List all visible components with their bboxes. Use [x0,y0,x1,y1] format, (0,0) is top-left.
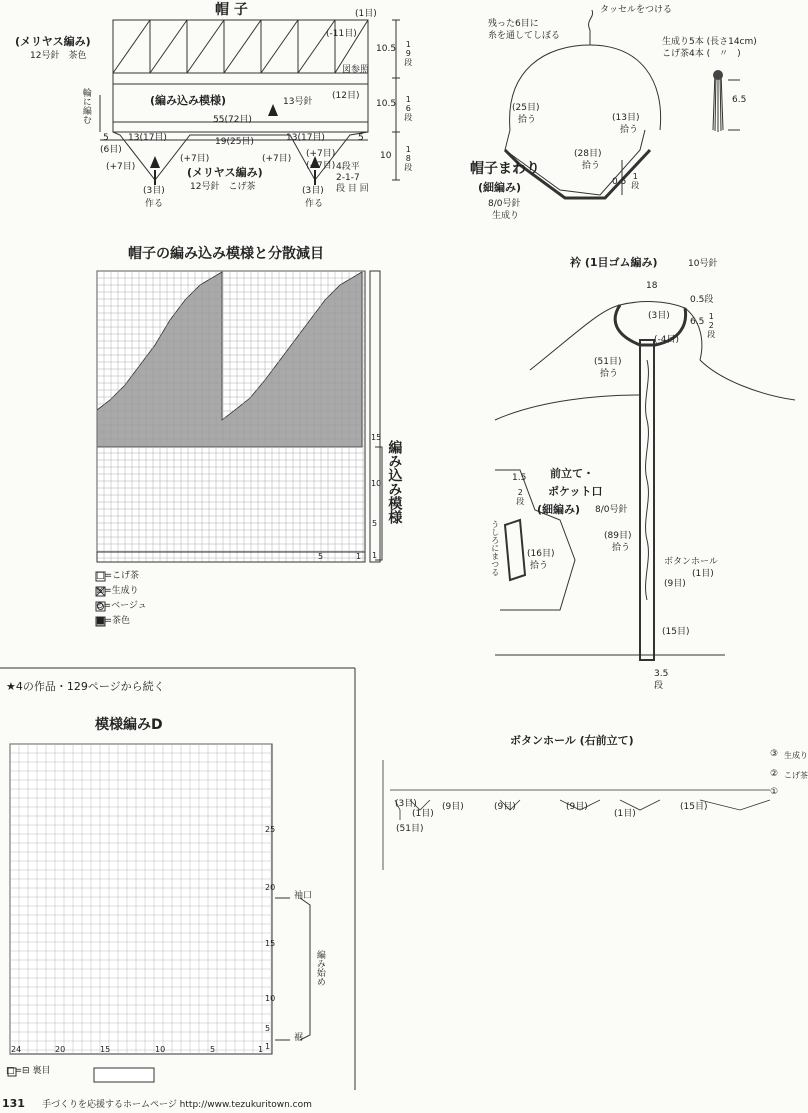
footer-site: 手づくりを応援するホームページ http://www.tezukuritown.com [42,1100,312,1110]
st3b-label: (3目) [302,186,324,196]
plus7e-label: (+7目) [306,161,336,171]
needle13-label: 13号針 [283,97,313,107]
pattern-d-grid [10,744,272,1054]
g15-label: (15目) [662,627,690,637]
bh-g1a: (1目) [412,809,434,819]
section-header: ★4の作品・129ページから続く [6,680,165,693]
chart1-r1: 1 [372,551,378,560]
band-title-2: ポケット口 [548,485,603,498]
hem-label: 裾 [294,1033,304,1043]
bh-label: ボタンホール [664,557,718,567]
h105b-label: 10.5 [376,99,397,109]
st3a-label: (3目) [143,186,165,196]
pick16-b-label: 拾う [530,561,549,571]
collar-rows12: 12段 [706,312,716,338]
w35-b-label: 段 [654,681,664,691]
collar-needle: 10号針 [688,259,718,269]
chart1-c5: 5 [318,552,324,561]
collar-st3: (3目) [648,311,670,321]
r12-label: (12目) [332,91,360,101]
tassel-spec-1: 生成り5本 (長さ14cm) [662,37,757,47]
rows16-label: 16段 [403,95,413,121]
bh-c2: ② [770,769,779,779]
pick89-b-label: 拾う [612,543,631,553]
pd-r1: 1 [265,1042,271,1051]
s19-label: 19(25目) [215,137,254,147]
pd-c20: 20 [55,1045,66,1054]
collar-title: 衿 (1目ゴム編み) [570,256,658,269]
band-needle: 8/0号針 [595,505,628,515]
legend-dark-brown: □=こげ茶 [96,571,140,581]
bh-g15: (15目) [680,802,708,812]
collar-w18: 18 [646,281,658,291]
pd-r5: 5 [265,1024,271,1033]
rows19-label: 19段 [403,40,413,66]
pd-r15: 15 [265,939,276,948]
chart1-side-label: 編み込み模様 [386,440,403,524]
chart1-r15: 15 [371,433,382,442]
minus11-label: (-11目) [326,29,357,39]
band-title-3: (細編み) [537,503,581,516]
plus7d-label: (+7目) [306,149,336,159]
pd-c10: 10 [155,1045,166,1054]
pd-c15: 15 [100,1045,111,1054]
g9-label: (9目) [664,579,686,589]
rows1-label: 1段 [630,172,640,189]
bh-g51: (51目) [396,824,424,834]
pick28-label: (28目) [574,149,602,159]
edge-title-1: 帽子まわり [470,161,540,177]
edge-title-2: (細編み) [478,181,522,194]
pick13-label: (13目) [612,113,640,123]
edge-color: 生成り [492,211,520,221]
pick89-label: (89目) [604,531,632,541]
make-b-label: 作る [305,199,324,209]
pick16-label: (16目) [527,549,555,559]
pd-c24: 24 [11,1045,22,1054]
plus7b-label: (+7目) [180,154,210,164]
pd-r10: 10 [265,994,276,1003]
pd-c1: 1 [258,1045,264,1054]
inc-rule-2: 2-1-7 [336,173,360,183]
legend-brown: ■=茶色 [96,616,131,626]
collar-pick51: (51目) [594,357,622,367]
inc-rule-3: 段 目 回 [336,184,369,194]
tassel-length: 6.5 [732,95,747,105]
hat-title: 帽 子 [215,2,248,18]
chart1-c1: 1 [356,552,362,561]
bottom-needle-label: 12号針 こげ茶 [190,182,256,192]
pick13-b-label: 拾う [620,125,639,135]
pd-r25: 25 [265,825,276,834]
bh-st-label: (1目) [692,569,714,579]
pd-c5: 5 [210,1045,216,1054]
see-figure-label: 図参照 [342,65,370,75]
h10-label: 10 [380,151,392,161]
collar-pick51-b: 拾う [600,369,619,379]
r6-label: (6目) [100,145,122,155]
legend-natural: ☒=生成り [96,586,139,596]
inc-rule-1: 4段平 [336,162,360,172]
pick25-b-label: 拾う [518,115,537,125]
bh-natural: 生成り [784,751,808,760]
bh-dark: こげ茶 [784,771,808,780]
pick25-label: (25目) [512,103,540,113]
stockinette-needle: 12号針 茶色 [30,51,87,61]
thread-label-2: 糸を通してしぼる [488,31,561,41]
bottom-stockinette-label: (メリヤス編み) [187,166,263,179]
collar-h05: 0.5段 [690,295,714,305]
w05-label: 0.5 [612,177,627,187]
rows18-label: 18段 [403,145,413,171]
pattern-d-title: 模様編みD [95,717,163,733]
bh-c3: ③ [770,749,779,759]
band-rows2: 2段 [515,488,525,505]
stockinette-label: (メリヤス編み) [15,35,91,48]
tassel-label: タッセルをつける [600,5,673,15]
pd-r20: 20 [265,883,276,892]
sew-back-label: うしろにまつる [490,520,500,576]
width55-label: 55(72目) [213,115,252,125]
pattern-d-legend: □=⊟ 裏目 [6,1066,51,1076]
plus7c-label: (+7目) [262,154,292,164]
s5-label: 5 [103,133,109,143]
chart1-r5: 5 [372,519,378,528]
s13b-label: 13(17目) [286,133,325,143]
chart1-r10: 10 [371,479,382,488]
plus7a-label: (+7目) [106,162,136,172]
row1-label: (1目) [355,9,377,19]
tassel-spec-2: こげ茶4本 ( 〃 ) [662,49,741,59]
start-label: 編み始め [314,950,325,986]
cuff-label: 袖口 [294,891,313,901]
h105a-label: 10.5 [376,44,397,54]
pattern-label: (編み込み模様) [150,94,227,107]
bh-g3: (3目) [395,799,417,809]
thread-label-1: 残った6目に [488,19,539,29]
bh-g9b: (9目) [494,802,516,812]
collar-h65: 6.5 [690,317,705,327]
buttonhole-title: ボタンホール (右前立て) [510,734,634,747]
bh-g9c: (9目) [566,802,588,812]
legend-beige: ⊙=ベージュ [96,601,147,611]
bh-g9a: (9目) [442,802,464,812]
in-circle-label: 輪に編む [80,88,91,124]
s13a-label: 13(17目) [128,133,167,143]
page-number: 131 [2,1097,25,1110]
s5b-label: 5 [358,133,364,143]
bh-c1: ① [770,787,779,797]
make-a-label: 作る [145,199,164,209]
pick28-b-label: 拾う [582,161,601,171]
edge-needle: 8/0号針 [488,199,521,209]
band-title-1: 前立て・ [550,467,594,480]
w35-label: 3.5 [654,669,669,679]
collar-minus4: (-4目) [654,335,679,345]
band-w15: 1.5 [512,473,527,483]
chart1-title: 帽子の編み込み模様と分散減目 [128,246,324,262]
bh-g1b: (1目) [614,809,636,819]
